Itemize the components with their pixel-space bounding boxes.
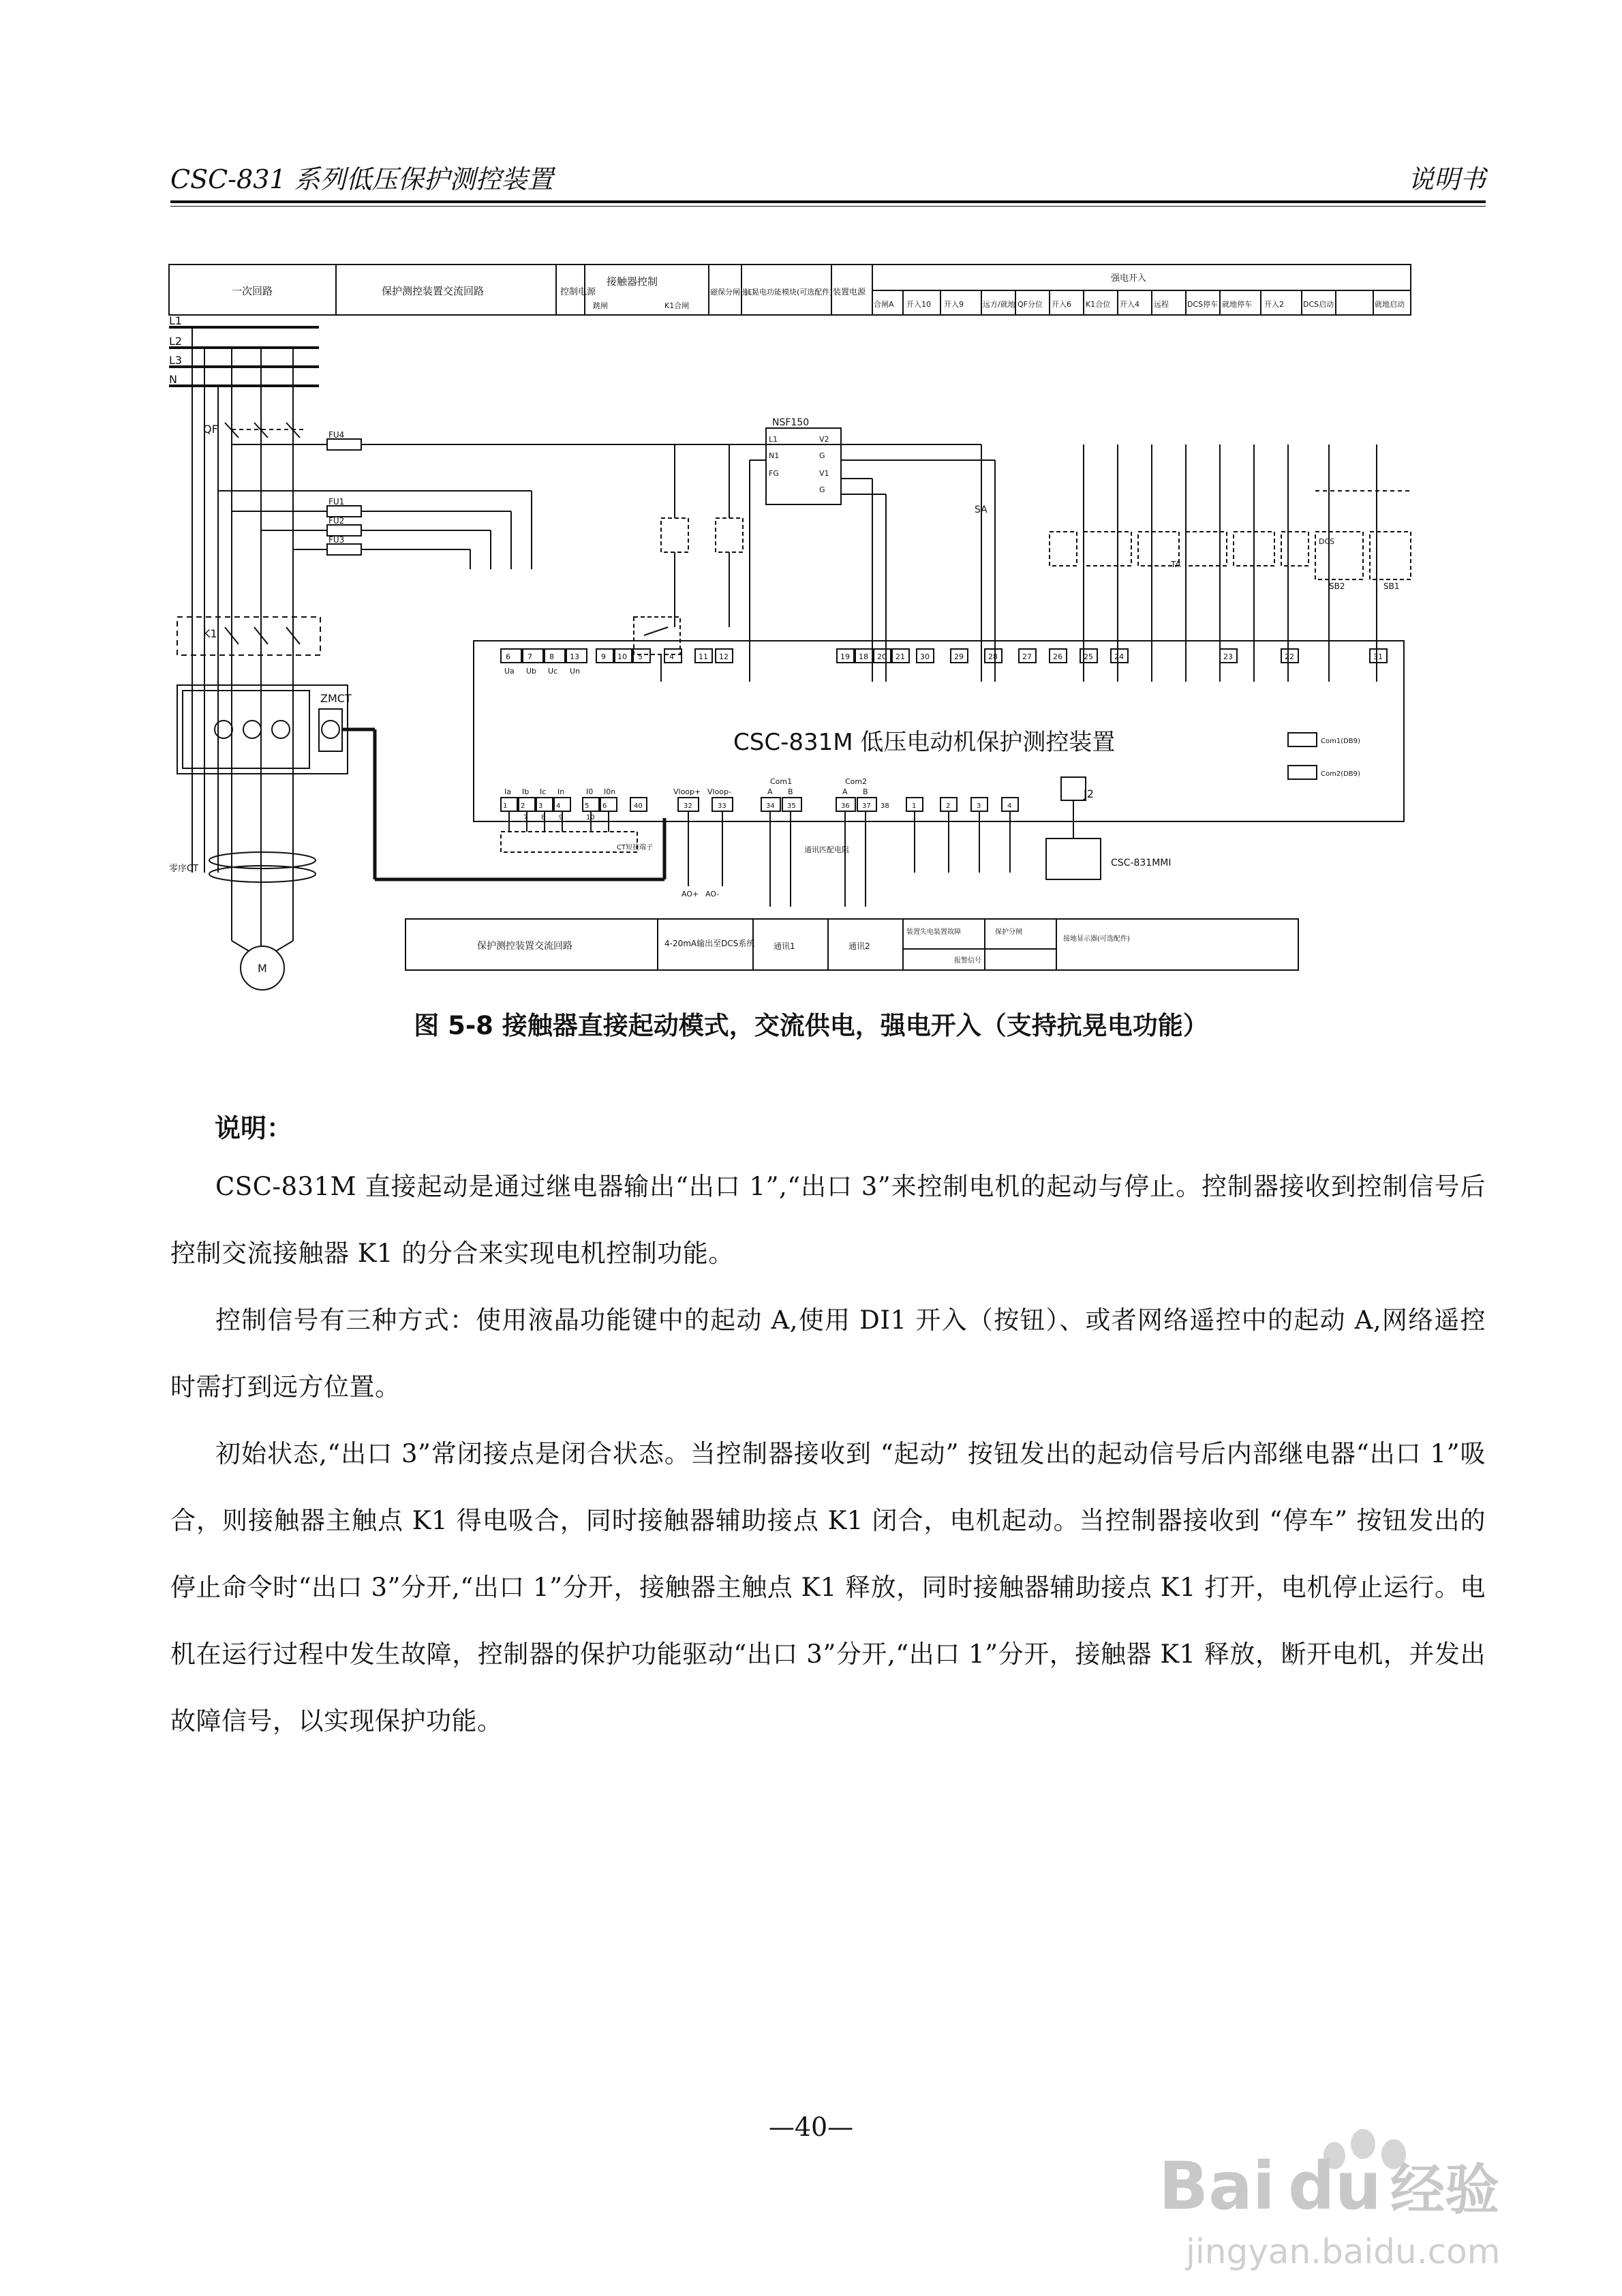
bottom-terminal-3: 3 xyxy=(538,802,543,810)
top-terminal-2: 7 xyxy=(527,652,532,661)
top-terminal-label-ub: Ub xyxy=(526,667,537,676)
comm-resistor-label: 通讯匹配电阻 xyxy=(804,845,849,854)
k1-label: K1 xyxy=(203,627,217,640)
bottom-out-terminal-1: 1 xyxy=(912,802,917,810)
di-label-1: 合闸A xyxy=(874,300,894,309)
bottom-terminal-34: 34 xyxy=(766,802,775,810)
label-k1-close: K1合闸 xyxy=(664,301,690,310)
line-label-l1: L1 xyxy=(169,314,183,327)
ao-plus-label: AO+ xyxy=(682,890,699,898)
di-label-12: 开入2 xyxy=(1264,300,1284,309)
di-label-7: K1合位 xyxy=(1086,300,1111,309)
bottom-label-com2: Com2 xyxy=(845,777,868,786)
bottom-terminal-32: 32 xyxy=(684,802,692,810)
bottom-label-com1-b: B xyxy=(788,787,793,796)
header-rule xyxy=(170,200,1486,203)
bottom-terminal-35: 35 xyxy=(787,802,796,810)
nsf-pin-v1: V1 xyxy=(819,469,829,478)
di-label-8: 开入4 xyxy=(1120,300,1139,309)
di-label-6: 开入6 xyxy=(1052,300,1071,309)
top-terminal-19: 26 xyxy=(1053,652,1062,661)
nsf-pin-g2: G xyxy=(819,485,825,494)
bottom-label-com2-b: B xyxy=(863,787,868,796)
bottom-terminal-10: 10 xyxy=(586,814,595,821)
bottom-box-4-20ma: 4-20mA输出至DCS系统 xyxy=(664,939,755,948)
top-terminal-1: 6 xyxy=(506,652,510,661)
mmi-label: CSC-831MMI xyxy=(1111,858,1172,868)
bottom-label-vloop-minus: Vloop- xyxy=(707,787,731,796)
bottom-box-alarm-signal: 报警信号 xyxy=(954,957,981,965)
line-label-l3: L3 xyxy=(169,354,183,367)
top-terminal-7: 5 xyxy=(638,652,643,661)
bottom-label-i0n: I0n xyxy=(604,787,616,796)
di-label-5: QF分位 xyxy=(1017,300,1043,309)
bottom-terminal-2: 2 xyxy=(521,802,525,810)
bottom-terminal-37: 37 xyxy=(862,802,871,810)
label-contactor-control: 接触器控制 xyxy=(607,275,658,288)
page-header xyxy=(170,158,1486,199)
header-rule-thin xyxy=(170,206,1486,207)
top-terminal-16: 29 xyxy=(954,652,964,661)
j2-label: J2 xyxy=(1084,787,1094,800)
bottom-label-com2-a: A xyxy=(842,787,848,796)
top-terminal-10: 12 xyxy=(719,652,729,661)
paragraph-1: CSC-831M 直接起动是通过继电器输出“出口 1”,“出口 3”来控制电机的起动与停止。控制器接收到控制信号后控制交流接触器 K1 的分合来实现电机控制功能。 xyxy=(170,1172,1486,1268)
bottom-out-terminal-3: 3 xyxy=(977,802,981,810)
top-terminal-15: 30 xyxy=(920,652,930,661)
bottom-label-ic: Ic xyxy=(540,787,547,796)
top-terminal-24: 31 xyxy=(1373,652,1383,661)
top-terminal-8: 4 xyxy=(669,652,674,661)
device-title: CSC-831M 低压电动机保护测控装置 xyxy=(733,729,1116,756)
top-terminal-20: 25 xyxy=(1084,652,1093,661)
watermark-url: jingyan.baidu.com xyxy=(1186,2232,1501,2271)
bottom-terminal-36: 36 xyxy=(841,802,850,810)
sb2-label: SB2 xyxy=(1329,581,1345,591)
ct-short-label: CT短接端子 xyxy=(617,844,654,851)
di-label-10: DCS停车 xyxy=(1187,300,1219,309)
label-strong-di: 强电开入 xyxy=(1111,273,1147,284)
bottom-terminal-40: 40 xyxy=(634,802,643,810)
dcs-label: DCS xyxy=(1319,537,1335,546)
com2-port-label: Com2(DB9) xyxy=(1321,770,1360,778)
di-label-13: DCS启动 xyxy=(1303,300,1334,309)
nsf-pin-g1: G xyxy=(819,451,825,460)
fu3-label: FU3 xyxy=(328,535,345,545)
bottom-box-comm1: 通讯1 xyxy=(774,941,795,951)
top-terminal-6: 10 xyxy=(617,652,627,661)
header-manual-label: 说明书 xyxy=(1407,164,1486,194)
wiring-diagram xyxy=(157,259,1424,995)
bottom-label-ia: Ia xyxy=(504,787,511,796)
di-label-4: 远方/就地 xyxy=(983,300,1015,309)
bottom-terminal-38: 38 xyxy=(881,802,889,810)
label-control-power: 控制电源 xyxy=(560,287,596,297)
fu1-label: FU1 xyxy=(328,497,345,507)
page-number: —40— xyxy=(768,2112,854,2142)
line-label-n: N xyxy=(169,373,177,386)
bottom-label-ib: Ib xyxy=(522,787,530,796)
nsf150-label: NSF150 xyxy=(772,417,810,428)
bottom-terminal-8: 8 xyxy=(541,814,546,821)
label-primary-circuit: 一次回路 xyxy=(232,285,273,297)
nsf-pin-l1: L1 xyxy=(769,435,778,444)
com1-port-label: Com1(DB9) xyxy=(1321,738,1360,745)
top-terminal-5: 9 xyxy=(601,652,606,661)
nsf-pin-n1: N1 xyxy=(769,451,780,460)
watermark-brand-du: du xyxy=(1288,2148,1382,2224)
watermark-brand-jingyan: 经验 xyxy=(1390,2158,1499,2222)
bottom-terminal-33: 33 xyxy=(718,802,726,810)
section-title: 说明： xyxy=(215,1113,293,1143)
top-terminal-label-ua: Ua xyxy=(504,667,515,676)
nsf-pin-v2: V2 xyxy=(819,435,829,444)
bottom-terminal-5: 5 xyxy=(585,802,590,810)
top-terminal-21: 24 xyxy=(1114,652,1124,661)
sb1-label: SB1 xyxy=(1383,581,1400,591)
bottom-out-terminal-4: 4 xyxy=(1007,802,1012,810)
baidu-jingyan-watermark xyxy=(1159,2127,1540,2284)
fu2-label: FU2 xyxy=(328,516,345,526)
ao-minus-label: AO- xyxy=(705,890,720,898)
zmct-label: ZMCT xyxy=(320,692,352,705)
bottom-label-com1-a: A xyxy=(767,787,773,796)
bottom-label-in: In xyxy=(557,787,565,796)
top-terminal-12: 18 xyxy=(859,652,868,661)
di-label-3: 开入9 xyxy=(944,300,964,309)
bottom-box-ground-display: 接地显示器(可选配件) xyxy=(1063,935,1130,943)
wiring-diagram-svg xyxy=(157,259,1424,995)
top-terminal-22: 23 xyxy=(1223,652,1233,661)
motor-label: M xyxy=(258,962,267,975)
sa-label: SA xyxy=(975,504,988,515)
bottom-terminal-4: 4 xyxy=(556,802,561,810)
label-anti-dip-module: 抗晃电功能模块(可选配件) xyxy=(744,288,833,297)
zero-ct-label: 零序CT xyxy=(169,864,199,874)
bottom-box-ac-circuit: 保护测控装置交流回路 xyxy=(477,941,572,952)
top-terminal-3: 8 xyxy=(549,652,554,661)
di-label-2: 开入10 xyxy=(906,300,931,309)
bottom-out-terminal-2: 2 xyxy=(946,802,951,810)
bottom-label-i0: I0 xyxy=(586,787,594,796)
top-terminal-11: 19 xyxy=(840,652,850,661)
line-label-l2: L2 xyxy=(169,335,183,348)
fu4-label: FU4 xyxy=(328,430,345,440)
figure-caption: 图 5-8 接触器直接起动模式，交流供电，强电开入（支持抗晃电功能） xyxy=(414,1011,1208,1040)
bottom-box-device-fault: 装置失电装置故障 xyxy=(906,928,961,936)
bottom-terminal-1: 1 xyxy=(503,802,508,810)
top-terminal-9: 11 xyxy=(699,652,708,661)
top-terminal-label-un: Un xyxy=(570,667,581,676)
qf-label: QF xyxy=(203,423,218,436)
top-terminal-13: 20 xyxy=(877,652,887,661)
bottom-label-vloop-plus: Vloop+ xyxy=(673,787,701,796)
top-terminal-17: 28 xyxy=(988,652,998,661)
bottom-terminal-6: 6 xyxy=(602,802,607,810)
label-ac-circuit: 保护测控装置交流回路 xyxy=(382,285,485,297)
top-terminal-label-uc: Uc xyxy=(548,667,558,676)
label-device-power: 装置电源 xyxy=(833,287,866,297)
label-trip: 跳闸 xyxy=(593,301,608,310)
header-document-title: CSC-831 系列低压保护测控装置 xyxy=(170,164,553,194)
top-terminal-23: 22 xyxy=(1285,652,1294,661)
bottom-label-com1: Com1 xyxy=(770,777,793,786)
paragraph-3: 初始状态,“出口 3”常闭接点是闭合状态。当控制器接收到 “起动” 按钮发出的起动信号后内部继电器“出口 1”吸合，则接触器主触点 K1 得电吸合，同时接触器辅助接点 K1 闭合，电机起动。当控制器接收到 “停车” 按钮发出的停止命令时“出口 3”分开,“出口 1”分开，接触器主触点 K1 释放，同时接触器辅助接点 K1 打开，电机停止运行。电机在运行过程中发生故障，控制器的保护功能驱动“出口 3”分开,“出口 1”分开，接触器 K1 释放，断开电机，并发出故障信号，以实现保护功能。 xyxy=(170,1439,1486,1736)
bottom-terminal-9: 9 xyxy=(559,814,564,821)
di-label-14: 就地启动 xyxy=(1375,300,1405,309)
bottom-box-comm2: 通讯2 xyxy=(848,941,870,951)
label-magnetic-trip: 磁保分闸出口 xyxy=(710,288,755,297)
bottom-terminal-7: 7 xyxy=(523,814,528,821)
bottom-box-protect-trip: 保护分闸 xyxy=(995,928,1022,936)
di-label-11: 就地停车 xyxy=(1222,300,1252,309)
top-terminal-4: 13 xyxy=(570,652,579,661)
ta-label: TA xyxy=(1171,560,1181,569)
top-terminal-14: 21 xyxy=(896,652,905,661)
di-label-9: 远程 xyxy=(1154,300,1169,309)
top-terminal-18: 27 xyxy=(1022,652,1032,661)
nsf-pin-fg: FG xyxy=(769,469,779,478)
watermark-brand-bai: Bai xyxy=(1159,2148,1275,2224)
paragraph-2: 控制信号有三种方式：使用液晶功能键中的起动 A,使用 DI1 开入（按钮）、或者网络遥控中的起动 A,网络遥控时需打到远方位置。 xyxy=(170,1305,1486,1402)
